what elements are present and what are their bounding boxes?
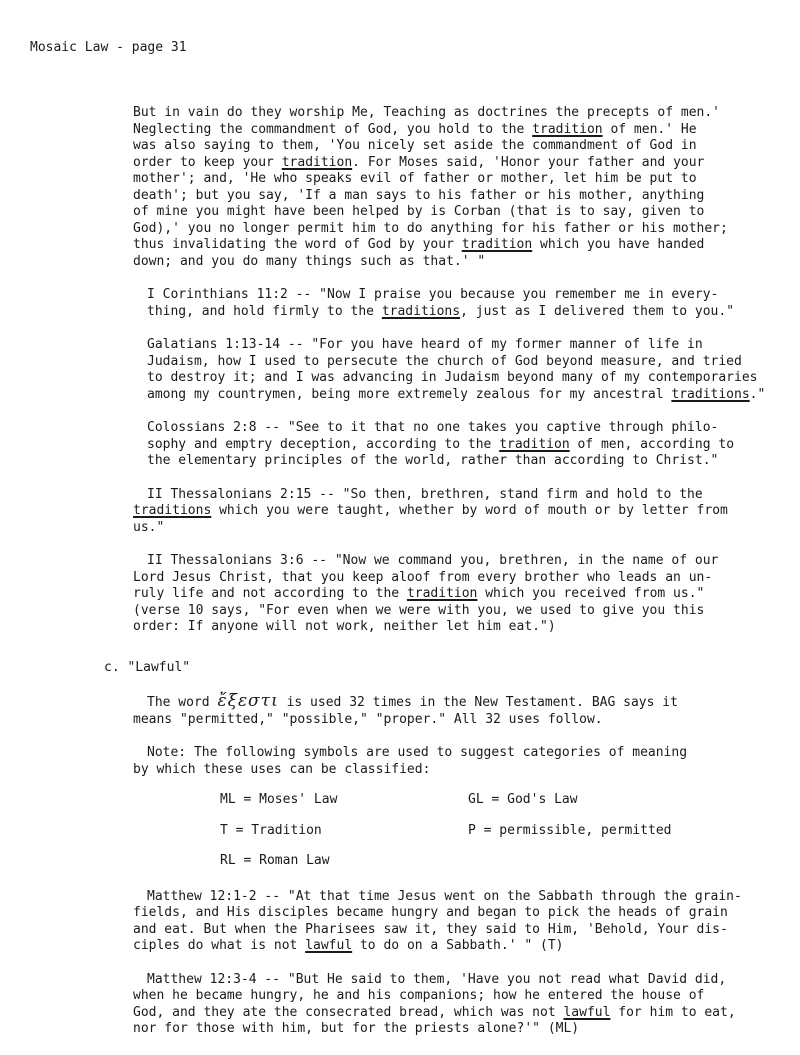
text-line: God, and they ate the consecrated bread, which was not lawful for him to eat, xyxy=(133,1004,736,1020)
underlined-word: lawful xyxy=(305,938,353,953)
greek-word: ἔξεστι xyxy=(217,691,279,711)
text-line: II Thessalonians 2:15 -- "So then, brethren, stand firm and hold to the xyxy=(147,486,703,502)
symbols-note xyxy=(133,745,748,778)
text-line: us." xyxy=(133,519,165,535)
text-line: II Thessalonians 3:6 -- "Now we command you, brethren, in the name of our xyxy=(147,553,719,568)
underlined-word: tradition xyxy=(281,154,353,170)
text-line: among my countrymen, being more extremely zealous for my ancestral traditions." xyxy=(147,386,766,402)
thessalonians-3-6-quote xyxy=(133,553,748,636)
matthew-12-3-quote xyxy=(133,972,748,1038)
underlined-word: lawful xyxy=(563,1004,611,1020)
page-body xyxy=(104,105,766,1055)
underlined-word: traditions xyxy=(381,303,461,319)
galatians-quote xyxy=(133,337,766,403)
text-line: sophy and emptry deception, according to the tradition of men, according to xyxy=(147,436,735,452)
text-line: (verse 10 says, "For even when we were with you, we used to give you this xyxy=(133,602,705,618)
greek-word-intro xyxy=(133,693,748,728)
text-line: down; and you do many things such as that.' " xyxy=(133,253,486,269)
matthew-12-1-quote xyxy=(133,889,748,955)
text-line: Note: The following symbols are used to suggest categories of meaning xyxy=(147,745,688,760)
page-header: Mosaic Law - page 31 xyxy=(30,40,187,55)
text-line: ciples do what is not lawful to do on a Sabbath.' " (T) xyxy=(133,938,564,953)
underlined-word: tradition xyxy=(532,121,603,137)
underlined-word: tradition xyxy=(406,586,478,601)
text-line: mother'; and, 'He who speaks evil of father or mother, let him be put to xyxy=(133,171,697,186)
section-heading-lawful: c. "Lawful" xyxy=(104,659,191,675)
text-line: Galatians 1:13-14 -- "For you have heard of my former manner of life in xyxy=(147,337,703,352)
text-line: traditions which you were taught, whether by word of mouth or by letter from xyxy=(133,503,728,518)
text-line: Lord Jesus Christ, that you keep aloof from every brother who leads an un- xyxy=(133,569,713,585)
underlined-word: traditions xyxy=(133,503,212,518)
mark-7-quote xyxy=(133,105,748,270)
text-line: I Corinthians 11:2 -- "Now I praise you because you remember me in every- xyxy=(147,287,719,302)
text-line: The word ἔξεστι is used 32 times in the New Testament. BAG says it xyxy=(147,691,678,711)
text-line: Colossians 2:8 -- "See to it that no one takes you captive through philo- xyxy=(147,420,719,435)
corinthians-quote xyxy=(133,287,748,320)
text-line: means "permitted," "possible," "proper." All 32 uses follow. xyxy=(133,711,603,727)
underlined-word: tradition xyxy=(499,436,570,452)
text-line: thus invalidating the word of God by your tradition which you have handed xyxy=(133,237,705,252)
text-line: Neglecting the commandment of God, you hold to the tradition of men.' He xyxy=(133,121,697,137)
text-line: the elementary principles of the world, rather than according to Christ." xyxy=(147,453,719,468)
text-line: God),' you no longer permit him to do anything for his father or his mother; xyxy=(133,220,728,236)
symbol-ml: ML = Moses' Law xyxy=(220,792,338,807)
text-line: of mine you might have been helped by is Corban (that is to say, given to xyxy=(133,204,705,219)
symbol-p: P = permissible, permitted xyxy=(468,822,672,838)
symbol-t: T = Tradition xyxy=(220,822,322,838)
symbol-gl: GL = God's Law xyxy=(468,792,578,807)
symbol-rl: RL = Roman Law xyxy=(220,853,330,868)
text-line: ruly life and not according to the tradition which you received from us." xyxy=(133,586,705,601)
text-line: when he became hungry, he and his companions; how he entered the house of xyxy=(133,988,705,1003)
text-line: death'; but you say, 'If a man says to his father or his mother, anything xyxy=(133,187,705,203)
text-line: to destroy it; and I was advancing in Judaism beyond many of my contemporaries xyxy=(147,370,758,385)
text-line: order to keep your tradition. For Moses said, 'Honor your father and your xyxy=(133,154,705,170)
colossians-quote xyxy=(133,420,748,470)
text-line: nor for those with him, but for the priests alone?'" (ML) xyxy=(133,1021,580,1036)
text-line: thing, and hold firmly to the traditions, just as I delivered them to you." xyxy=(147,303,735,319)
text-line: Matthew 12:1-2 -- "At that time Jesus went on the Sabbath through the grain- xyxy=(147,888,742,904)
text-line: order: If anyone will not work, neither let him eat.") xyxy=(133,619,556,634)
text-line: Judaism, how I used to persecute the church of God beyond measure, and tried xyxy=(147,353,742,369)
text-line: was also saying to them, 'You nicely set aside the commandment of God in xyxy=(133,138,697,153)
text-line: by which these uses can be classified: xyxy=(133,761,431,777)
text-line: But in vain do they worship Me, Teaching as doctrines the precepts of men.' xyxy=(133,105,720,120)
thessalonians-2-15-quote xyxy=(133,487,748,537)
text-line: Matthew 12:3-4 -- "But He said to them, 'Have you not read what David did, xyxy=(147,971,727,987)
underlined-word: traditions xyxy=(671,386,750,402)
text-line: and eat. But when the Pharisees saw it, they said to Him, 'Behold, Your dis- xyxy=(133,921,728,937)
symbol-legend xyxy=(220,792,748,870)
underlined-word: tradition xyxy=(461,237,533,252)
text-line: fields, and His disciples became hungry and began to pick the heads of grain xyxy=(133,905,728,920)
